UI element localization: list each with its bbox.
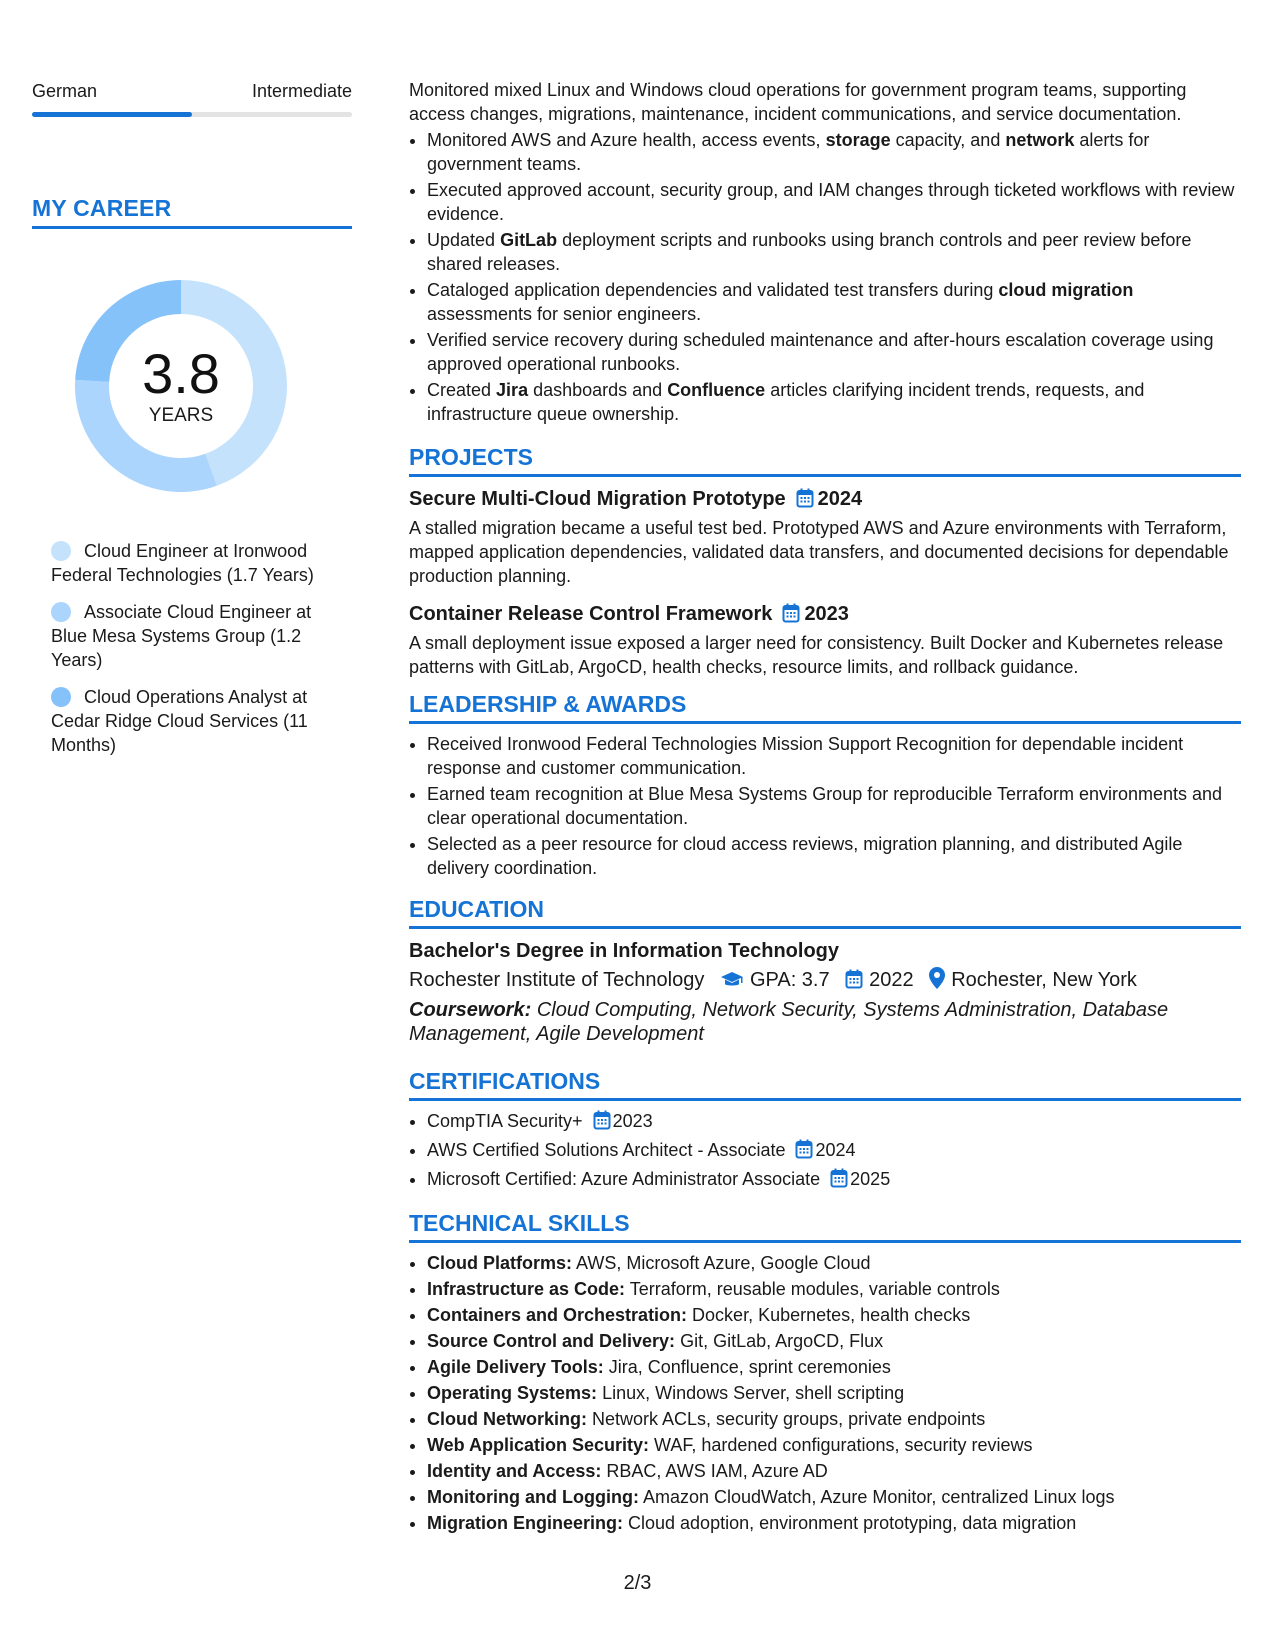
certification-item [427,1138,1241,1165]
skill-value: Docker, Kubernetes, health checks [687,1305,971,1325]
certification-year: 2024 [815,1140,856,1160]
text: Cataloged application dependencies and validated test transfers during [427,280,999,300]
skill-item [427,1303,1241,1327]
skill-label: Monitoring and Logging: [427,1487,639,1507]
certification-name: AWS Certified Solutions Architect - Associate [427,1140,786,1160]
calendar-icon [845,968,863,998]
skill-value: Cloud adoption, environment prototyping, data migration [623,1513,1077,1533]
text: Executed approved account, security group, and IAM changes through ticketed workflows with review evidence. [427,180,1235,224]
legend-item [51,600,352,672]
skill-label: Cloud Platforms: [427,1253,573,1273]
language-row [32,78,352,104]
skill-item [427,1329,1241,1353]
skill-value: Amazon CloudWatch, Azure Monitor, centralized Linux logs [638,1487,1115,1507]
graduation-cap-icon [720,968,744,998]
legend-dot [51,687,71,707]
skill-value: Git, GitLab, ArgoCD, Flux [675,1331,884,1351]
coursework-value: Cloud Computing, Network Security, Systems Administration, Database Management, Agile Development [409,999,1169,1045]
project-title-row [409,485,1241,516]
experience-bullets [409,128,1241,426]
skill-item [427,1277,1241,1301]
certification-year: 2023 [612,1111,653,1131]
skill-label: Identity and Access: [427,1461,602,1481]
language-proficiency-fill [32,112,192,117]
skill-value: Linux, Windows Server, shell scripting [597,1383,905,1403]
legend-label: Cloud Operations Analyst at Cedar Ridge Cloud Services (11 Months) [51,687,308,755]
experience-bullet [427,128,1241,176]
legend-dot [51,541,71,561]
project-year: 2023 [804,603,849,625]
experience-bullet [427,378,1241,426]
skill-value: AWS, Microsoft Azure, Google Cloud [572,1253,871,1273]
projects-list [409,485,1241,679]
keyword: network [1005,130,1075,150]
keyword: storage [825,130,891,150]
certification-year: 2025 [850,1169,891,1189]
page-number: 2/3 [623,1572,652,1594]
project-description: A small deployment issue exposed a larger need for consistency. Built Docker and Kubernetes release patterns with GitLab, ArgoCD, health checks, resource limits, and rollback guidance. [409,633,1224,677]
skill-label: Source Control and Delivery: [427,1331,676,1351]
projects-heading: PROJECTS [409,444,1241,477]
certification-item [427,1109,1241,1136]
calendar-icon [830,1168,848,1194]
experience-bullet [427,178,1241,226]
text: deployment scripts and runbooks using branch controls and peer review before shared releases. [427,230,1192,274]
text: assessments for senior engineers. [427,304,702,324]
education-school: Rochester Institute of Technology [409,969,705,991]
language-proficiency-bar [32,112,352,117]
skills-list [409,1251,1241,1535]
sidebar [32,78,352,770]
keyword: Confluence [667,380,766,400]
experience-bullet [427,328,1241,376]
keyword: Jira [496,380,529,400]
legend-dot [51,602,71,622]
skill-label: Web Application Security: [427,1435,650,1455]
education-details [409,965,1241,998]
certifications-list [409,1109,1241,1194]
project-year: 2024 [817,488,863,510]
career-heading: MY CAREER [32,195,352,229]
leadership-heading: LEADERSHIP & AWARDS [409,691,1241,724]
skill-label: Infrastructure as Code: [427,1279,626,1299]
legend-item [51,685,352,757]
certification-name: CompTIA Security+ [427,1111,583,1131]
skill-label: Cloud Networking: [427,1409,587,1429]
calendar-icon [593,1110,611,1136]
skill-item [427,1355,1241,1379]
skill-label: Operating Systems: [427,1383,598,1403]
skill-item [427,1511,1241,1535]
certification-name: Microsoft Certified: Azure Administrator Associate [427,1169,821,1189]
text: Created [427,380,497,400]
legend-item [51,539,352,587]
text: Updated [427,230,501,250]
project-title: Container Release Control Framework [409,603,773,625]
project-title-row [409,600,1241,631]
certification-item [427,1167,1241,1194]
text: capacity, and [890,130,1006,150]
leadership-item: • Received Ironwood Federal Technologies Mission Support Recognition for dependable incident response and customer communication. [427,732,1241,780]
skill-item [427,1433,1241,1457]
legend-label: Associate Cloud Engineer at Blue Mesa Systems Group (1.2 Years) [51,602,312,670]
location-pin-icon [929,967,945,998]
experience-bullet [427,228,1241,276]
skill-item [427,1485,1241,1509]
skill-value: WAF, hardened configurations, security reviews [649,1435,1033,1455]
career-total-value: 3.8 [142,342,220,405]
skill-value: Terraform, reusable modules, variable controls [625,1279,1000,1299]
skills-heading: TECHNICAL SKILLS [409,1210,1241,1243]
education-heading: EDUCATION [409,896,1241,929]
keyword: cloud migration [998,280,1134,300]
main-content [409,78,1241,1537]
skill-label: Migration Engineering: [427,1513,623,1533]
career-total-unit: YEARS [148,405,214,426]
education-location: Rochester, New York [951,969,1137,991]
skill-item [427,1251,1241,1275]
project-description: A stalled migration became a useful test bed. Prototyped AWS and Azure environments with Terraform, mapped application dependencies, validated data transfers, and documented decisions for dependable production planning. [409,518,1229,586]
experience-bullet [427,278,1241,326]
leadership-list [409,732,1241,880]
text: articles clarifying incident trends, requests, and infrastructure queue ownership. [427,380,1145,424]
text: dashboards and [528,380,668,400]
skill-item [427,1381,1241,1405]
experience-summary: Monitored mixed Linux and Windows cloud operations for government program teams, supporting access changes, migrations, maintenance, incident communications, and service documentation. [409,80,1187,124]
skill-item [427,1407,1241,1431]
skill-label: Agile Delivery Tools: [427,1357,604,1377]
legend-label: Cloud Engineer at Ironwood Federal Technologies (1.7 Years) [51,541,314,585]
skill-label: Containers and Orchestration: [427,1305,688,1325]
language-level: Intermediate [251,81,352,101]
career-legend [32,539,352,757]
education-coursework [409,998,1241,1046]
skill-item [427,1459,1241,1483]
language-name: German [32,81,98,101]
leadership-item: • Selected as a peer resource for cloud access reviews, migration planning, and distributed Agile delivery coordination. [427,832,1241,880]
calendar-icon [795,1139,813,1165]
leadership-item: • Earned team recognition at Blue Mesa Systems Group for reproducible Terraform environments and clear operational documentation. [427,782,1241,830]
calendar-icon [796,488,814,516]
skill-value: Jira, Confluence, sprint ceremonies [603,1357,891,1377]
skill-value: Network ACLs, security groups, private endpoints [587,1409,986,1429]
skill-value: RBAC, AWS IAM, Azure AD [601,1461,828,1481]
education-degree: Bachelor's Degree in Information Technology [409,940,840,962]
text: Verified service recovery during scheduled maintenance and after-hours escalation coverage using approved operational runbooks. [427,330,1214,374]
project-title: Secure Multi-Cloud Migration Prototype [409,488,786,510]
career-donut-chart [66,271,296,501]
career-donut-center [66,271,296,501]
calendar-icon [782,603,800,631]
keyword: GitLab [500,230,558,250]
text: Monitored AWS and Azure health, access events, [427,130,826,150]
coursework-label: Coursework: [409,999,532,1021]
certifications-heading: CERTIFICATIONS [409,1068,1241,1101]
education-year: 2022 [869,969,914,991]
education-gpa: GPA: 3.7 [749,969,830,991]
text: alerts for government teams. [427,130,1150,174]
